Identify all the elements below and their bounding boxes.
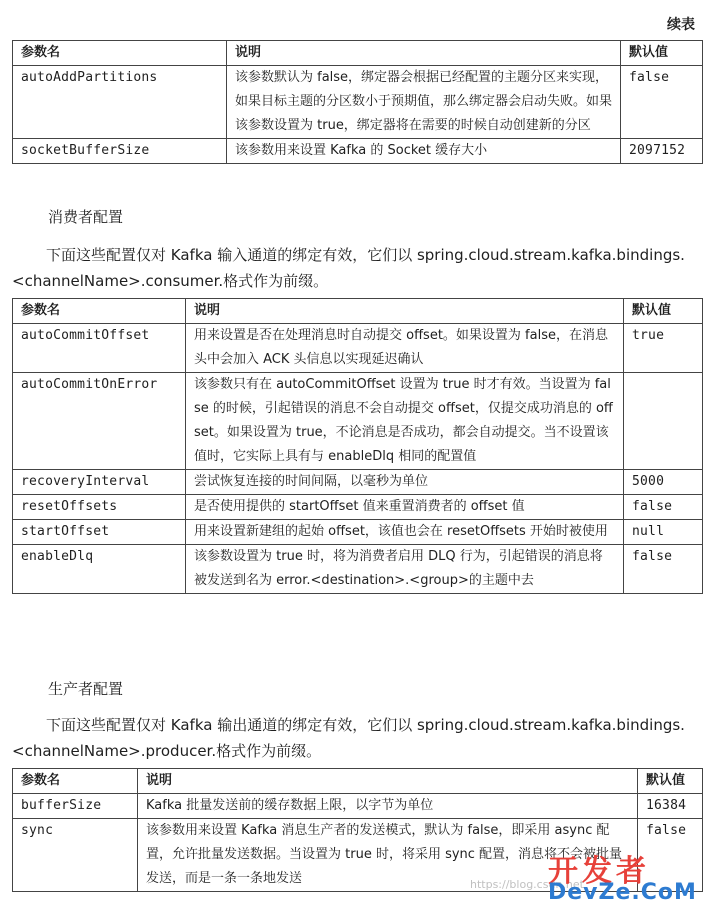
table-header-row: [13, 41, 703, 66]
column-header-default: 默认值: [621, 41, 703, 66]
column-header-desc: 说明: [138, 769, 638, 794]
table-row: [13, 373, 703, 470]
site-watermark-logo: [548, 846, 708, 906]
column-header-desc: 说明: [186, 299, 624, 324]
producer-section-paragraph: 下面这些配置仅对 Kafka 输出通道的绑定有效，它们以 spring.cloud.stream.kafka.bindings.<channelName>.producer.格式作为前缀。: [12, 716, 685, 760]
param-name: socketBufferSize: [13, 139, 227, 164]
param-default: false: [621, 66, 703, 139]
param-desc: Kafka 批量发送前的缓存数据上限，以字节为单位: [138, 794, 638, 819]
param-default: 5000: [624, 470, 703, 495]
param-name: autoCommitOffset: [13, 324, 186, 373]
param-default: false: [624, 545, 703, 594]
table-row: [13, 470, 703, 495]
table-row: [13, 545, 703, 594]
param-name: enableDlq: [13, 545, 186, 594]
column-header-default: 默认值: [624, 299, 703, 324]
watermark-top-text: 开发者: [548, 854, 650, 889]
table-header-row: [13, 299, 703, 324]
table-row: [13, 794, 703, 819]
param-default: 2097152: [621, 139, 703, 164]
param-name: resetOffsets: [13, 495, 186, 520]
producer-section-title: 生产者配置: [48, 680, 124, 698]
column-header-default: 默认值: [638, 769, 703, 794]
column-header-desc: 说明: [227, 41, 621, 66]
param-desc: 该参数只有在 autoCommitOffset 设置为 true 时才有效。当设置为 false 的时候，引起错误的消息不会自动提交 offset，仅提交成功消息的 offset。如果设置为 true，不论消息是否成功，都会自动提交。当不设置该值时，它实际上具有与 enableDlq 相同的配置值: [186, 373, 624, 470]
watermark-bottom-text: DevZe.CoM: [548, 880, 697, 905]
param-name: startOffset: [13, 520, 186, 545]
table-header-row: [13, 769, 703, 794]
column-header-name: 参数名: [13, 769, 138, 794]
binder-table: [12, 40, 703, 164]
continued-label: 续表: [667, 17, 695, 33]
param-desc: 该参数用来设置 Kafka 的 Socket 缓存大小: [227, 139, 621, 164]
param-desc: 用来设置新建组的起始 offset，该值也会在 resetOffsets 开始时被使用: [186, 520, 624, 545]
column-header-name: 参数名: [13, 299, 186, 324]
param-default: null: [624, 520, 703, 545]
param-desc: 尝试恢复连接的时间间隔，以毫秒为单位: [186, 470, 624, 495]
table-row: [13, 139, 703, 164]
param-name: autoCommitOnError: [13, 373, 186, 470]
table-row: [13, 495, 703, 520]
param-default: true: [624, 324, 703, 373]
param-default: [624, 373, 703, 470]
consumer-table: [12, 298, 703, 594]
table-row: [13, 324, 703, 373]
param-default: false: [638, 819, 703, 892]
table-row: [13, 520, 703, 545]
consumer-section-title: 消费者配置: [48, 208, 124, 226]
param-default: 16384: [638, 794, 703, 819]
faint-url-watermark: https://blog.csdn.net: [470, 878, 584, 891]
param-name: sync: [13, 819, 138, 892]
param-desc: 用来设置是否在处理消息时自动提交 offset。如果设置为 false，在消息头中会加入 ACK 头信息以实现延迟确认: [186, 324, 624, 373]
param-default: false: [624, 495, 703, 520]
param-name: bufferSize: [13, 794, 138, 819]
param-name: recoveryInterval: [13, 470, 186, 495]
param-name: autoAddPartitions: [13, 66, 227, 139]
param-desc: 该参数默认为 false，绑定器会根据已经配置的主题分区来实现，如果目标主题的分区数小于预期值，那么绑定器会启动失败。如果该参数设置为 true，绑定器将在需要的时候自动创建新的分区: [227, 66, 621, 139]
consumer-section-paragraph: 下面这些配置仅对 Kafka 输入通道的绑定有效，它们以 spring.cloud.stream.kafka.bindings.<channelName>.consumer.格式作为前缀。: [12, 246, 685, 290]
column-header-name: 参数名: [13, 41, 227, 66]
param-desc: 该参数设置为 true 时，将为消费者启用 DLQ 行为，引起错误的消息将被发送到名为 error.<destination>.<group>的主题中去: [186, 545, 624, 594]
param-desc: 是否使用提供的 startOffset 值来重置消费者的 offset 值: [186, 495, 624, 520]
table-row: [13, 66, 703, 139]
param-desc: 该参数用来设置 Kafka 消息生产者的发送模式，默认为 false，即采用 async 配置，允许批量发送数据。当设置为 true 时，将采用 sync 配置，消息将不会被批量发送，而是一条一条地发送: [138, 819, 638, 892]
